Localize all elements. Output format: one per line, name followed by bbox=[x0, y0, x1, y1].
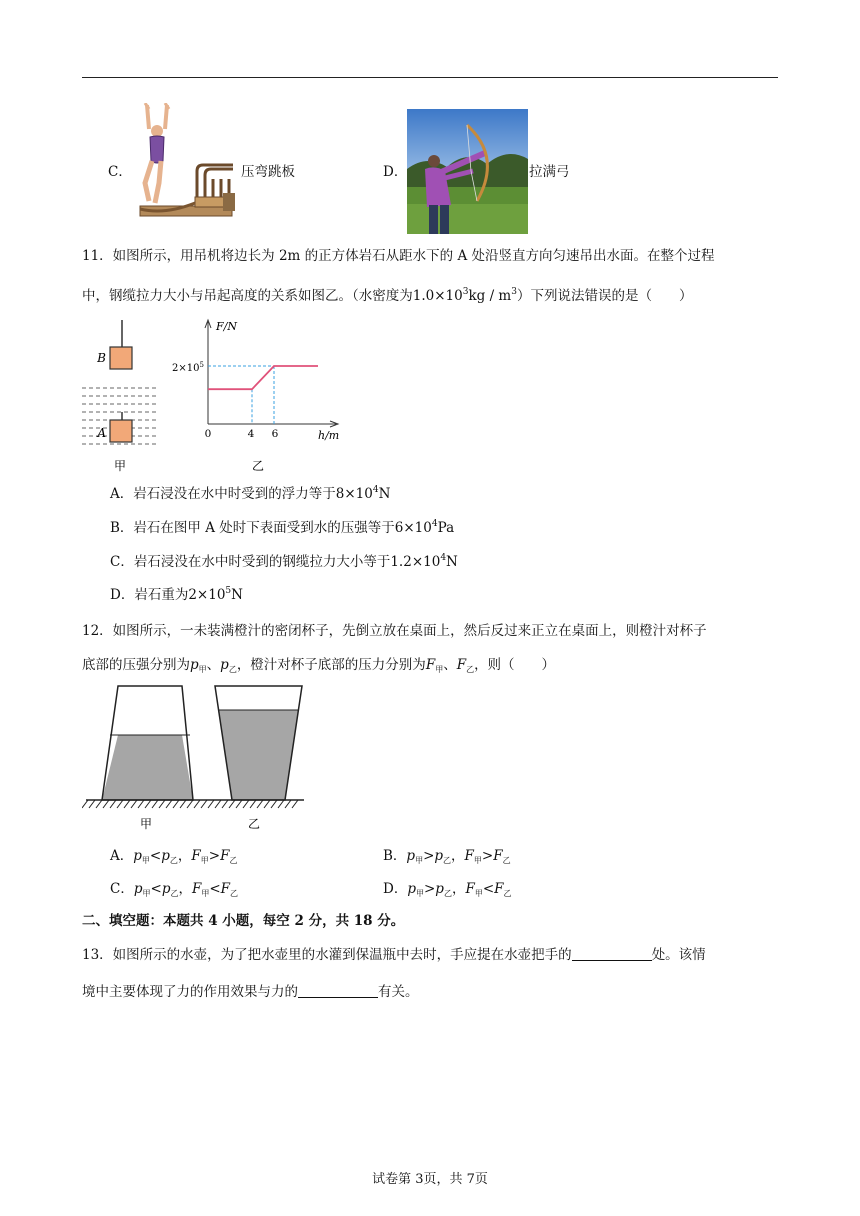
x-axis-label: h/m bbox=[318, 429, 340, 442]
q12-line-2: 底部的压强分别为$p_甲$、$p_乙$，橙汁对杯子底部的压力分别为$F_甲$、$F_乙$，则（ ） bbox=[82, 657, 556, 674]
cup-jia-juice bbox=[102, 735, 193, 800]
x-tick-0: 0 bbox=[204, 428, 212, 440]
label-b: B bbox=[97, 351, 106, 365]
caption-yi-12: 乙 bbox=[247, 817, 261, 831]
y-tick-label: $2\times 10^5$ bbox=[172, 361, 204, 374]
q11-line-1: 11．如图所示，用吊机将边长为 2m 的正方体岩石从距水下的 A 处沿竖直方向匀速吊出水面。在整个过程 bbox=[82, 248, 715, 264]
q10-option-d-text: 拉满弓 bbox=[529, 164, 570, 180]
q11-line-2: 中，钢缆拉力大小与吊起高度的关系如图乙。（水密度为$1.0\times 10^3kg / m^3$）下列说法错误的是（ ） bbox=[82, 287, 693, 304]
q13-line-1: 13．如图所示的水壶，为了把水壶里的水灌到保温瓶中去时，手应提在水壶把手的 处。该情 bbox=[82, 947, 706, 963]
q11-figure-jia bbox=[82, 316, 162, 476]
q12-option-a: A．$p_甲<p_乙$，$F_甲>F_乙$ bbox=[110, 848, 238, 865]
series-line-force bbox=[208, 366, 318, 389]
diver-springboard-image bbox=[135, 103, 237, 221]
y-axis-label: F/N bbox=[216, 320, 237, 333]
q11-option-d: D．岩石重为$2\times 10^5N$ bbox=[110, 586, 243, 603]
q11-option-c: C．岩石浸没在水中时受到的钢缆拉力大小等于$1.2\times 10^4N$ bbox=[110, 553, 458, 570]
q12-option-b: B．$p_甲>p_乙$，$F_甲>F_乙$ bbox=[383, 848, 511, 865]
q12-line-1: 12．如图所示，一未装满橙汁的密闭杯子，先倒立放在桌面上，然后反过来正立在桌面上，则橙汁对杯子 bbox=[82, 623, 707, 639]
x-tick-6: 6 bbox=[271, 428, 279, 440]
x-tick-4: 4 bbox=[247, 428, 255, 440]
q13-line-2: 境中主要体现了力的作用效果与力的 有关。 bbox=[82, 984, 419, 1000]
rock-at-a bbox=[110, 420, 132, 442]
caption-yi: 乙 bbox=[251, 459, 265, 473]
page-footer: 试卷第 3页，共 7页 bbox=[372, 1172, 488, 1187]
label-a: A bbox=[97, 426, 106, 440]
q13-blank-1[interactable] bbox=[572, 946, 652, 961]
caption-jia: 甲 bbox=[113, 459, 127, 473]
q11-option-a: A．岩石浸没在水中时受到的浮力等于$8\times 10^4N$ bbox=[110, 485, 391, 502]
archer-photo-image bbox=[407, 109, 528, 234]
caption-jia-12: 甲 bbox=[139, 817, 153, 831]
q11-chart-yi bbox=[168, 316, 348, 476]
q10-option-d-label: D． bbox=[383, 164, 408, 180]
q13-blank-2[interactable] bbox=[298, 983, 378, 998]
header-rule bbox=[82, 77, 778, 78]
q10-option-c-text: 压弯跳板 bbox=[241, 164, 295, 180]
section-2-heading: 二、填空题：本题共 4 小题，每空 2 分，共 18 分。 bbox=[82, 913, 405, 929]
q10-option-c-label: C． bbox=[108, 164, 132, 180]
q12-option-d: D．$p_甲>p_乙$，$F_甲<F_乙$ bbox=[383, 881, 512, 898]
rock-at-b bbox=[110, 347, 132, 369]
q12-cups-figure bbox=[82, 680, 312, 835]
q11-option-b: B．岩石在图甲 A 处时下表面受到水的压强等于$6\times 10^4Pa$ bbox=[110, 519, 455, 536]
q12-option-c: C．$p_甲<p_乙$，$F_甲<F_乙$ bbox=[110, 881, 239, 898]
